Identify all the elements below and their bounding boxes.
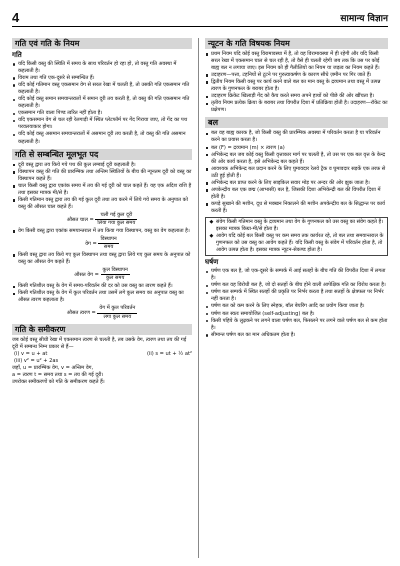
list-item: प्रथम नियम यदि कोई वस्तु विरामावस्था में है, तो वह विरामावस्था में ही रहेगी और यदि किसी सरल रेखा में एकसमान चाल से चल रही है, तो वैसे ही चलती रहेगी जब तक कि उस पर कोई बाह्य बल न लगाया जाए। इस नियम को ही गैलीलियो का नियम या जड़त्व का नियम कहते हैं। — [205, 51, 388, 72]
list-item: दूरी वस्तु द्वारा तय किये गये पथ की कुल लम्बाई दूरी कहलाती है। — [12, 162, 192, 169]
fraction — [101, 267, 130, 282]
velocity-list — [12, 228, 192, 235]
denominator: लिया गया कुल समय — [97, 219, 136, 226]
list-item: घर्षण बल को कम करने के लिए स्नेहक, बॉल बेयरिंग आदि का प्रयोग किया जाता है। — [205, 303, 388, 310]
subsection-title-friction: घर्षण — [205, 258, 219, 267]
list-item: एकसमान गति वाला पिण्ड त्वरित नहीं होता है। — [12, 110, 192, 117]
equations-intro: जब कोई वस्तु सीधी रेखा में एकसमान त्वरण से चलती है, तब उसके वेग, त्वरण तथा तय की गई दूरी में सम्बन्ध निम्न प्रकार से हैं— — [12, 336, 187, 350]
equation-3: (iii) v² = u² + 2as — [14, 357, 59, 364]
list-item: सीमान्त घर्षण बल का मान अधिकतम होता है। — [205, 332, 388, 339]
list-item: यदि कोई वस्तु असमान समयान्तरालों में असमान दूरी तय करती है, तो वस्तु की गति असमान कहलाती है। — [12, 131, 192, 145]
fraction — [97, 305, 137, 320]
force-list — [205, 130, 388, 215]
terms-list — [12, 162, 192, 211]
formula-lhs: औसत वेग = — [74, 272, 99, 279]
right-column — [205, 38, 388, 560]
note-item: ◆ संवेग किसी गतिमान वस्तु के द्रव्यमान तथा वेग के गुणनफल को उस वस्तु का संवेग कहते हैं। इसका मात्रक किग्रा-मी/से होता है। — [209, 219, 384, 233]
list-item: घर्षण एक बल है, जो एक-दूसरे के सम्पर्क में आई सतहों के बीच गति की विपरीत दिशा में लगता है। — [205, 268, 388, 282]
list-item: तृतीय नियम प्रत्येक क्रिया के बराबर तथा विपरीत दिशा में प्रतिक्रिया होती है। उदाहरण—रॉकेट का प्रक्षेपण। — [205, 100, 388, 114]
acceleration-list — [12, 283, 192, 304]
section-title-force: बल — [205, 117, 388, 128]
numerator: विस्थापन — [98, 236, 118, 244]
section-title-newton-laws: न्यूटन के गति विषयक नियम — [205, 38, 388, 49]
note-list — [209, 219, 384, 254]
list-item: यदि किसी वस्तु की स्थिति में समय के साथ परिवर्तन हो रहा हो, तो वस्तु गति अवस्था में कहलाती है। — [12, 61, 192, 75]
list-item: किसी पहिये के लुढ़कने पर लगने वाला घर्षण बल, फिसलने पर लगने वाले घर्षण बल से कम होता है। — [205, 318, 388, 332]
list-item: बल वह बाह्य कारक है, जो किसी वस्तु की प्रारम्भिक अवस्था में परिवर्तन करता है या परिवर्तन करने का प्रयास करता है। — [205, 130, 388, 144]
section-title-equations: गति के समीकरण — [12, 324, 192, 335]
list-item: किसी वस्तु द्वारा तय किये गए कुल विस्थापन तथा वस्तु द्वारा लिये गए कुल समय के अनुपात को वस्तु का औसत वेग कहते हैं। — [12, 252, 192, 266]
page-number: 4 — [12, 9, 20, 25]
equation-1: (i) v = u + at — [14, 350, 48, 357]
list-item: घर्षण बल वह विरोधी बल है, जो दो सतहों के बीच होने वाली आपेक्षिक गति का विरोध करता है। — [205, 282, 388, 289]
running-title: सामान्य विज्ञान — [340, 13, 388, 24]
numerator: वेग में कुल परिवर्तन — [97, 305, 137, 313]
list-item: घर्षण बल सम्पर्क में स्थित सतहों की प्रकृति पर निर्भर करता है तथा सतहों के क्षेत्रफल पर निर्भर नहीं करता है। — [205, 289, 388, 303]
list-item: किसी गतिशील वस्तु के वेग में समय-परिवर्तन की दर को उस वस्तु का त्वरण कहते हैं। — [12, 283, 192, 290]
friction-list — [205, 268, 388, 338]
equation-row — [12, 351, 192, 358]
numerator: चली गई कुल दूरी — [95, 212, 137, 220]
column-divider — [198, 38, 199, 558]
list-item: यदि कोई गतिमान वस्तु एकसमान वेग से सरल रेखा में चलती है, तो उसकी गति एकसमान गति कहलाती है। — [12, 82, 192, 96]
list-item: चाल किसी वस्तु द्वारा एकांक समय में तय की गई दूरी को चाल कहते हैं। यह एक अदिश राशि है तथा इसका मात्रक मी/से है। — [12, 183, 192, 197]
left-column — [12, 38, 192, 560]
list-item: किसी गतिमान वस्तु द्वारा तय की गई कुल दूरी तथा तय करने में लिये गये समय के अनुपात को वस्तु की औसत चाल कहते हैं। — [12, 197, 192, 211]
note-box — [205, 217, 388, 256]
denominator: लगा कुल समय — [103, 313, 132, 320]
avg-velocity-formula — [12, 267, 192, 282]
equations-conclusion: उपरोक्त समीकरणों को गति के समीकरण कहते हैं। — [12, 378, 105, 385]
subsection-title-motion: गति — [12, 51, 22, 59]
formula-lhs: वेग = — [85, 241, 97, 248]
list-item: अभिकेन्द्र बल प्राप्त करने के लिए साइकिल सवार मोड़ पर अन्दर की ओर झुक जाता है। — [205, 180, 388, 187]
denominator: कुल समय — [105, 275, 125, 282]
fraction — [98, 236, 118, 251]
note-item: ◆ आवेग यदि कोई बल किसी वस्तु पर कम समय तक कार्यरत रहे, तो बल तथा समयान्तराल के गुणनफल को उस वस्तु का आवेग कहते हैं। यदि किसी वस्तु के संवेग में परिवर्तन होता है, तो आवेग उत्पन्न होता है। इसका मात्रक न्यूटन-सेकण्ड होता है। — [209, 233, 384, 254]
denominator: समय — [103, 244, 114, 251]
list-item: आवश्यक अभिकेन्द्र बल प्रदान करने के लिए घुमावदार रेलवे ट्रैक व घुमावदार सड़कें एक तरफ़ से उठी हुई होती हैं। — [205, 166, 388, 180]
list-item: बल (F) = द्रव्यमान (m) × त्वरण (a) — [205, 145, 388, 152]
list-item: उदाहरण क्रिकेट खिलाड़ी गेंद को कैच करते समय अपने हाथों को पीछे की ओर खींचता है। — [205, 93, 388, 100]
velocity-formula — [12, 236, 192, 251]
list-item: विराम तथा गति एक-दूसरे से सम्बन्धित हैं। — [12, 75, 192, 82]
numerator: कुल विस्थापन — [101, 267, 130, 275]
avg-speed-formula — [12, 212, 192, 227]
avg-velocity-list — [12, 252, 192, 266]
list-item: यदि एकसमान वेग से चल रही रेलगाड़ी में स्थित प्लेटफॉर्म पर गेंद गिराया जाए, तो गेंद का पथ परवलयाकार होगा। — [12, 117, 192, 131]
formula-lhs: औसत त्वरण = — [66, 310, 96, 317]
equation-legend-1: जहाँ, u = प्रारम्भिक वेग, v = अन्तिम वेग, — [12, 364, 94, 371]
section-title-motion-laws: गति एवं गति के नियम — [12, 38, 192, 49]
list-item: यदि कोई वस्तु समान समयान्तरालों में समान दूरी तय करती है, तो वस्तु की गति एकसमान गति कहलाती है। — [12, 96, 192, 110]
avg-acceleration-formula — [12, 305, 192, 320]
list-item: कपड़े सुखाने की मशीन, दूध से मक्खन निकालने की मशीन अपकेन्द्रीय बल के सिद्धान्त पर कार्य करती हैं। — [205, 201, 388, 215]
list-item: उदाहरण—पत्ता, टहनियों से टूटने पर गुरुत्वाकर्षण के कारण सीधे ज़मीन पर गिर जाते हैं। — [205, 72, 388, 79]
newton-laws-list — [205, 51, 388, 114]
list-item: वेग किसी वस्तु द्वारा एकांक समयान्तराल में तय किया गया विस्थापन, वस्तु का वेग कहलाता है। — [12, 228, 192, 235]
motion-list — [12, 61, 192, 146]
section-title-basic-terms: गति से सम्बन्धित मूलभूत पद — [12, 149, 192, 160]
fraction — [95, 212, 137, 227]
list-item: घर्षण बल स्वतः समायोजित (self-adjusting) बल है। — [205, 311, 388, 318]
list-item: अभिकेन्द्र बल जब कोई वस्तु किसी वृत्ताकार मार्ग पर चलती है, तो उस पर एक बल वृत्त के केन्द्र की ओर कार्य करता है, इसे अभिकेन्द्र बल कहते हैं। — [205, 152, 388, 166]
page-header — [12, 8, 388, 27]
formula-lhs: औसत चाल = — [66, 216, 94, 223]
list-item: विस्थापन वस्तु की गति की प्रारम्भिक तथा अन्तिम स्थितियों के बीच की न्यूनतम दूरी को वस्तु का विस्थापन कहते हैं। — [12, 169, 192, 183]
list-item: किसी गतिशील वस्तु के वेग में कुल परिवर्तन तथा उसमें लगे कुल समय का अनुपात वस्तु का औसत त्वरण कहलाता है। — [12, 290, 192, 304]
equation-2: (ii) s = ut + ½ at² — [146, 350, 192, 357]
equation-legend-2: a = त्वरण t = समय तथा s = तय की गई दूरी। — [12, 371, 104, 378]
list-item: अपकेन्द्रीय बल एक छद्म (आभासी) बल है, जिसकी दिशा अभिकेन्द्री बल की विपरीत दिशा में होती है। — [205, 187, 388, 201]
list-item: द्वितीय नियम किसी वस्तु पर कार्य करने वाले बल का मान वस्तु के द्रव्यमान तथा वस्तु में उत्पन्न त्वरण के गुणनफल के बराबर होता है। — [205, 79, 388, 93]
